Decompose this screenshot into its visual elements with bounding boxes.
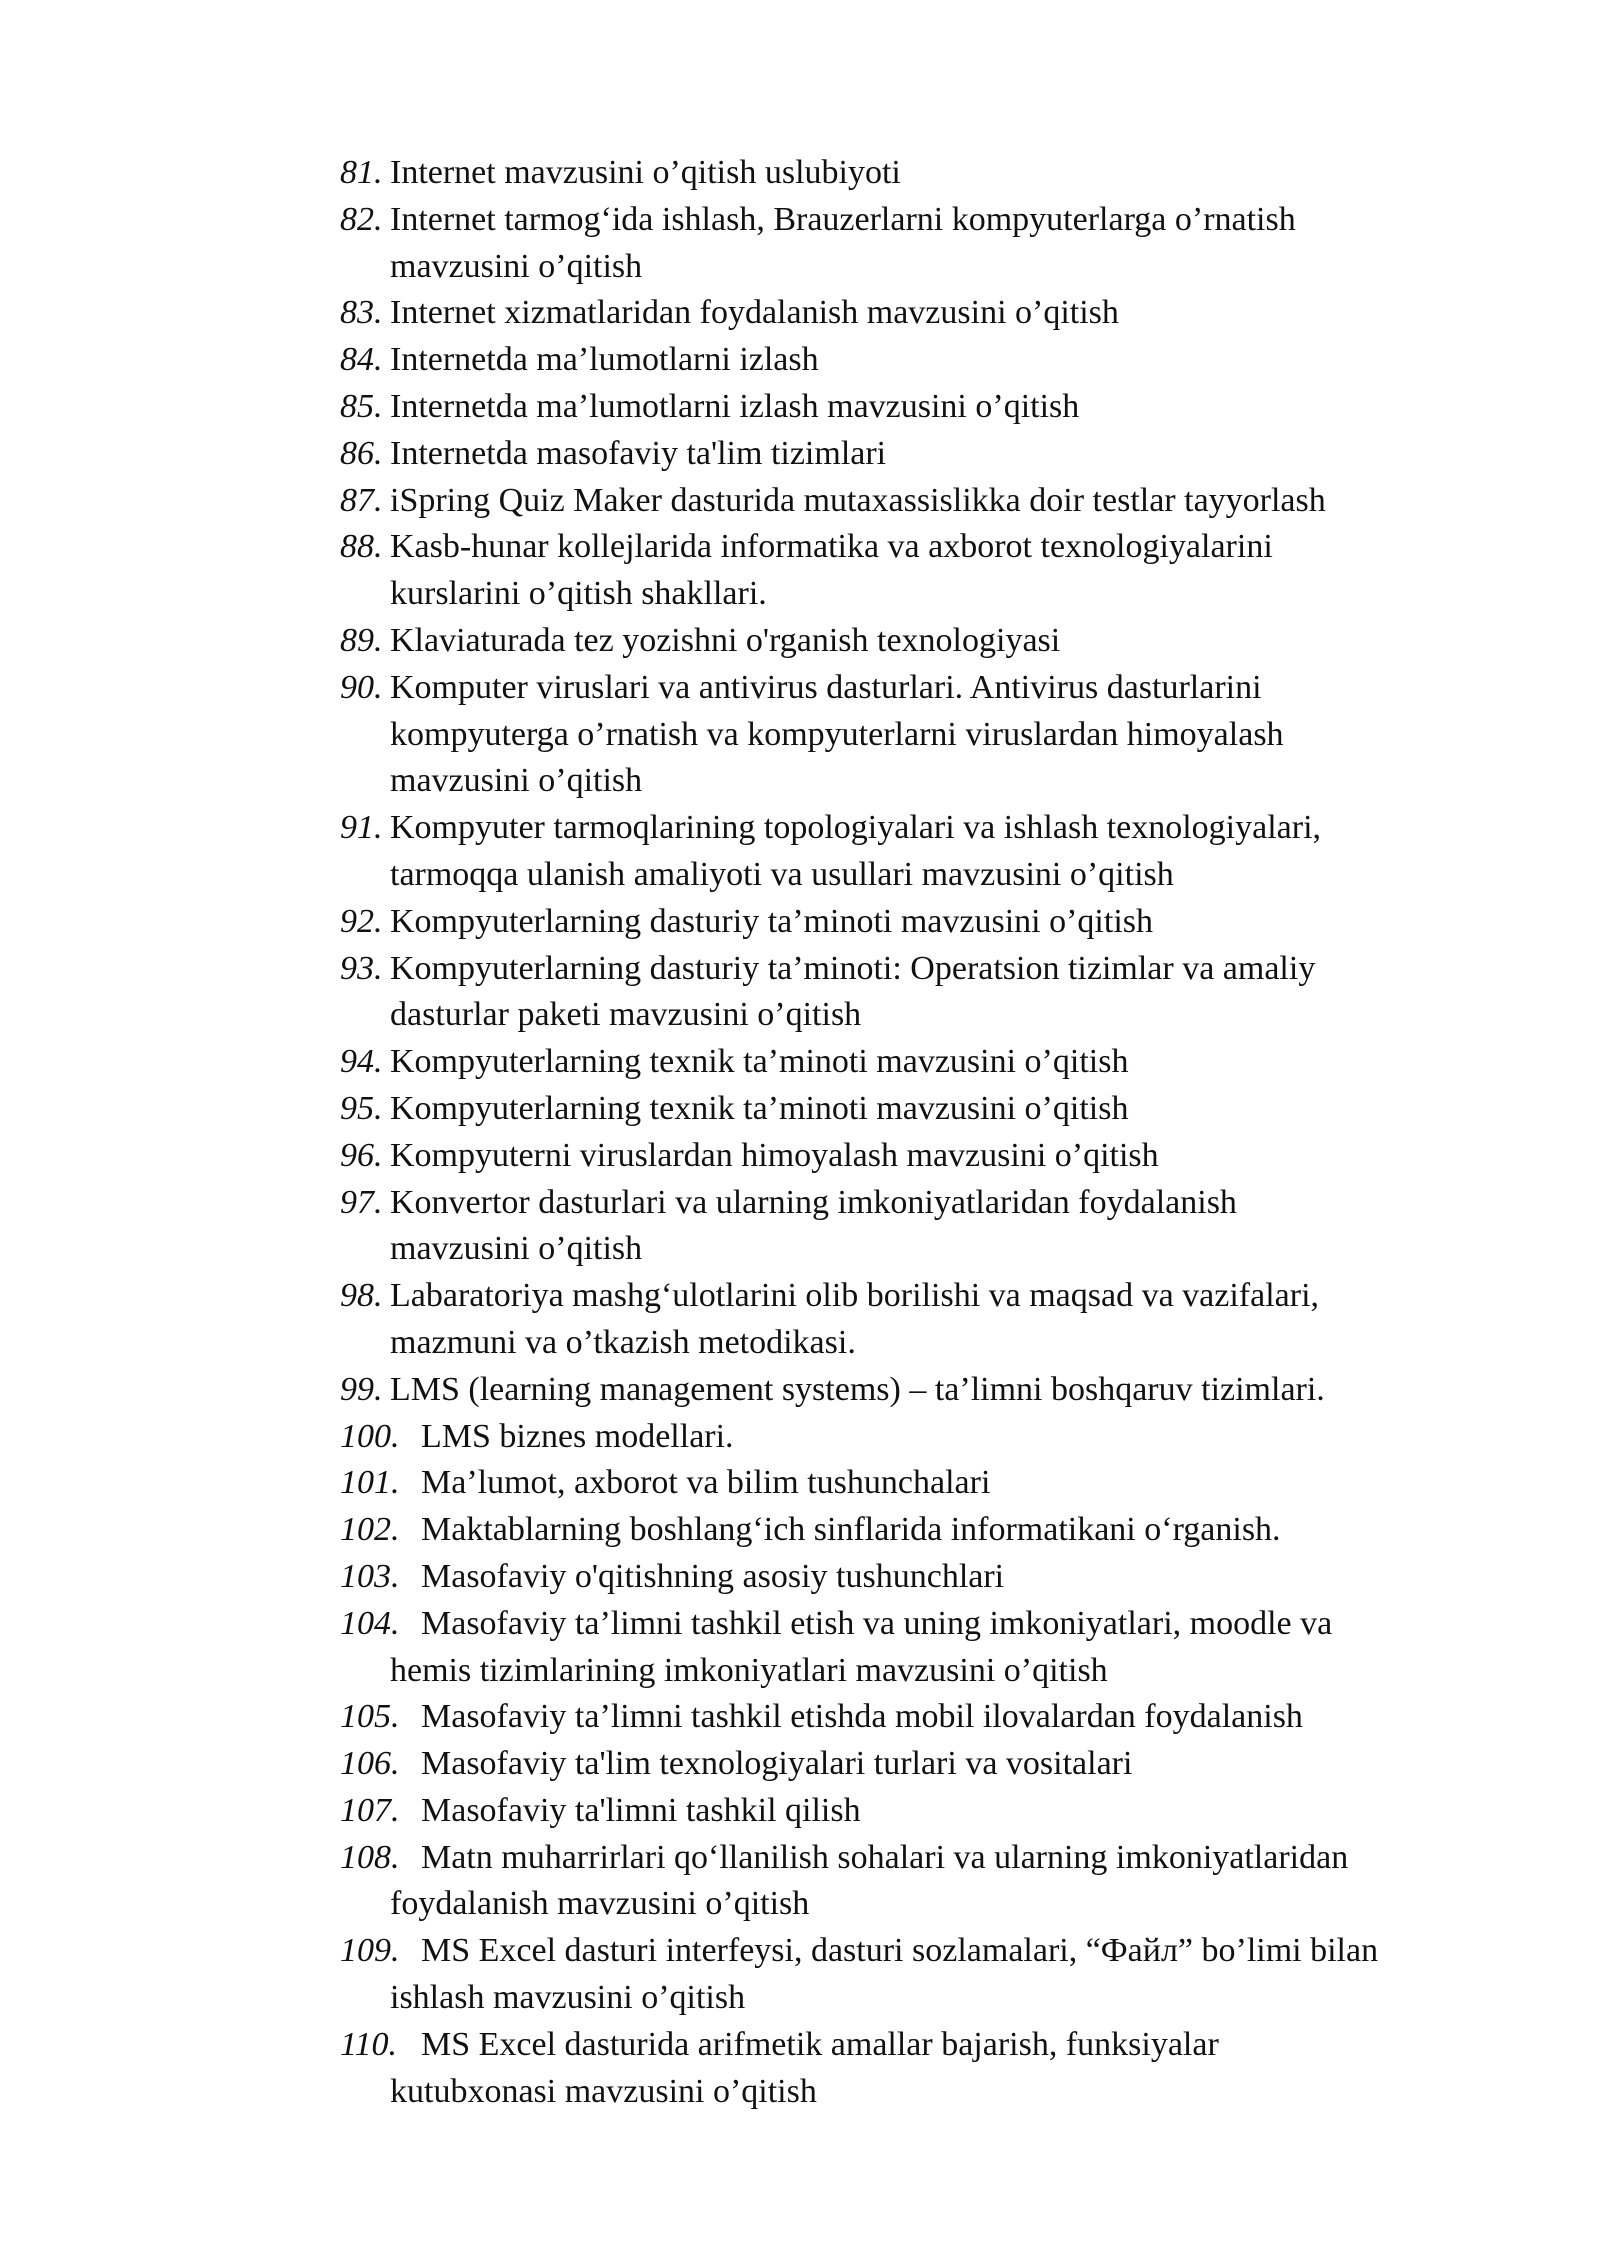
item-number: 107.: [340, 1791, 400, 1829]
item-text-continued: hemis tizimlarining imkoniyatlari mavzusini o’qitish: [390, 1651, 1108, 1689]
item-text: Kompyuterlarning dasturiy ta’minoti: Operatsion tizimlar va amaliy: [390, 949, 1316, 987]
item-text: Internetda ma’lumotlarni izlash mavzusini o’qitish: [390, 387, 1080, 425]
item-text: MS Excel dasturi interfeysi, dasturi sozlamalari, “Файл” bo’limi bilan: [421, 1932, 1379, 1970]
item-text-continued: kompyuterga o’rnatish va kompyuterlarni viruslardan himoyalash: [390, 715, 1284, 753]
item-text: Kompyuter tarmoqlarining topologiyalari va ishlash texnologiyalari,: [390, 809, 1322, 847]
item-number: 103.: [340, 1557, 400, 1595]
list-item: [340, 946, 1500, 1040]
list-item: [340, 899, 1500, 946]
item-text-continued: kurslarini o’qitish shakllari.: [390, 575, 767, 613]
list-item: [340, 524, 1500, 618]
list-item: [340, 665, 1500, 805]
item-text: MS Excel dasturida arifmetik amallar bajarish, funksiyalar: [421, 2025, 1219, 2063]
list-item: [340, 1835, 1500, 1929]
item-text-continued: mavzusini o’qitish: [390, 1230, 643, 1268]
list-item: [340, 431, 1500, 478]
list-item: [340, 2022, 1500, 2116]
item-number: 86.: [340, 434, 383, 472]
item-text: Masofaviy ta’limni tashkil etishda mobil ilovalardan foydalanish: [421, 1698, 1303, 1736]
item-text: Kompyuterlarning texnik ta’minoti mavzusini o’qitish: [390, 1089, 1129, 1127]
item-text: iSpring Quiz Maker dasturida mutaxassislikka doir testlar tayyorlash: [390, 481, 1326, 519]
item-number: 101.: [340, 1464, 400, 1502]
item-text-continued: foydalanish mavzusini o’qitish: [390, 1885, 810, 1923]
item-text: Masofaviy ta’limni tashkil etish va uning imkoniyatlari, moodle va: [421, 1604, 1333, 1642]
item-number: 106.: [340, 1745, 400, 1783]
topic-list: [340, 150, 1500, 2115]
item-number: 90.: [340, 668, 383, 706]
list-item: [340, 384, 1500, 431]
list-item: [340, 1273, 1500, 1367]
list-item: [340, 290, 1500, 337]
list-item: [340, 197, 1500, 291]
item-text: Masofaviy ta'lim texnologiyalari turlari va vositalari: [421, 1745, 1133, 1783]
list-item: [340, 1554, 1500, 1601]
item-number: 96.: [340, 1136, 383, 1174]
list-item: [340, 150, 1500, 197]
item-text: Masofaviy ta'limni tashkil qilish: [421, 1791, 861, 1829]
list-item: [340, 805, 1500, 899]
item-number: 89.: [340, 621, 383, 659]
item-number: 92.: [340, 902, 383, 940]
item-number: 97.: [340, 1183, 383, 1221]
item-text-continued: mazmuni va o’tkazish metodikasi.: [390, 1323, 856, 1361]
item-text: Internetda masofaviy ta'lim tizimlari: [390, 434, 887, 472]
list-item: [340, 1133, 1500, 1180]
list-item: [340, 618, 1500, 665]
item-text-continued: mavzusini o’qitish: [390, 762, 643, 800]
item-number: 82.: [340, 200, 383, 238]
list-item: [340, 478, 1500, 525]
item-number: 83.: [340, 294, 383, 332]
item-number: 94.: [340, 1043, 383, 1081]
item-text: Ma’lumot, axborot va bilim tushunchalari: [421, 1464, 991, 1502]
item-text: Internet xizmatlaridan foydalanish mavzusini o’qitish: [390, 294, 1119, 332]
item-text: Konvertor dasturlari va ularning imkoniyatlaridan foydalanish: [390, 1183, 1237, 1221]
list-item: [340, 1039, 1500, 1086]
item-text-continued: ishlash mavzusini o’qitish: [390, 1979, 746, 2017]
item-number: 91.: [340, 809, 383, 847]
item-text: Maktablarning boshlang‘ich sinflarida informatikani o‘rganish.: [421, 1511, 1281, 1549]
item-number: 100.: [340, 1417, 400, 1455]
item-number: 105.: [340, 1698, 400, 1736]
item-text: Kompyuterni viruslardan himoyalash mavzusini o’qitish: [390, 1136, 1159, 1174]
list-item: [340, 1460, 1500, 1507]
item-number: 110.: [340, 2025, 397, 2063]
item-text: Internet mavzusini o’qitish uslubiyoti: [390, 154, 901, 191]
item-text: Kompyuterlarning texnik ta’minoti mavzusini o’qitish: [390, 1043, 1129, 1081]
item-text-continued: tarmoqqa ulanish amaliyoti va usullari mavzusini o’qitish: [390, 855, 1174, 893]
item-text-continued: kutubxonasi mavzusini o’qitish: [390, 2072, 817, 2110]
item-text: Komputer viruslari va antivirus dasturlari. Antivirus dasturlarini: [390, 668, 1262, 706]
item-text: Masofaviy o'qitishning asosiy tushunchlari: [421, 1557, 1005, 1595]
item-number: 98.: [340, 1277, 383, 1315]
item-number: 93.: [340, 949, 383, 987]
list-item: [340, 1694, 1500, 1741]
item-number: 85.: [340, 387, 383, 425]
item-number: 87.: [340, 481, 383, 519]
item-number: 108.: [340, 1838, 400, 1876]
list-item: [340, 1928, 1500, 2022]
item-text: Internet tarmog‘ida ishlash, Brauzerlarni kompyuterlarga o’rnatish: [390, 200, 1296, 238]
list-item: [340, 1086, 1500, 1133]
list-item: [340, 337, 1500, 384]
item-number: 95.: [340, 1089, 383, 1127]
list-item: [340, 1180, 1500, 1274]
item-number: 109.: [340, 1932, 400, 1970]
item-text-continued: mavzusini o’qitish: [390, 247, 643, 285]
item-number: 84.: [340, 341, 383, 379]
item-text-continued: dasturlar paketi mavzusini o’qitish: [390, 996, 862, 1034]
item-text: Kasb-hunar kollejlarida informatika va axborot texnologiyalarini: [390, 528, 1273, 566]
item-text: Matn muharrirlari qo‘llanilish sohalari va ularning imkoniyatlaridan: [421, 1838, 1349, 1876]
list-item: [340, 1414, 1500, 1461]
item-text: Labaratoriya mashg‘ulotlarini olib borilishi va maqsad va vazifalari,: [390, 1277, 1320, 1315]
item-number: 104.: [340, 1604, 400, 1642]
item-text: Internetda ma’lumotlarni izlash: [390, 341, 819, 379]
item-text: Klaviaturada tez yozishni o'rganish texnologiyasi: [390, 621, 1061, 659]
list-item: [340, 1788, 1500, 1835]
item-text: LMS biznes modellari.: [421, 1417, 734, 1455]
item-number: 81.: [340, 154, 383, 191]
item-number: 88.: [340, 528, 383, 566]
item-text: LMS (learning management systems) – ta’limni boshqaruv tizimlari.: [390, 1370, 1325, 1408]
list-item: [340, 1601, 1500, 1695]
item-text: Kompyuterlarning dasturiy ta’minoti mavzusini o’qitish: [390, 902, 1153, 940]
item-number: 99.: [340, 1370, 383, 1408]
list-item: [340, 1367, 1500, 1414]
item-number: 102.: [340, 1511, 400, 1549]
list-item: [340, 1741, 1500, 1788]
list-item: [340, 1507, 1500, 1554]
